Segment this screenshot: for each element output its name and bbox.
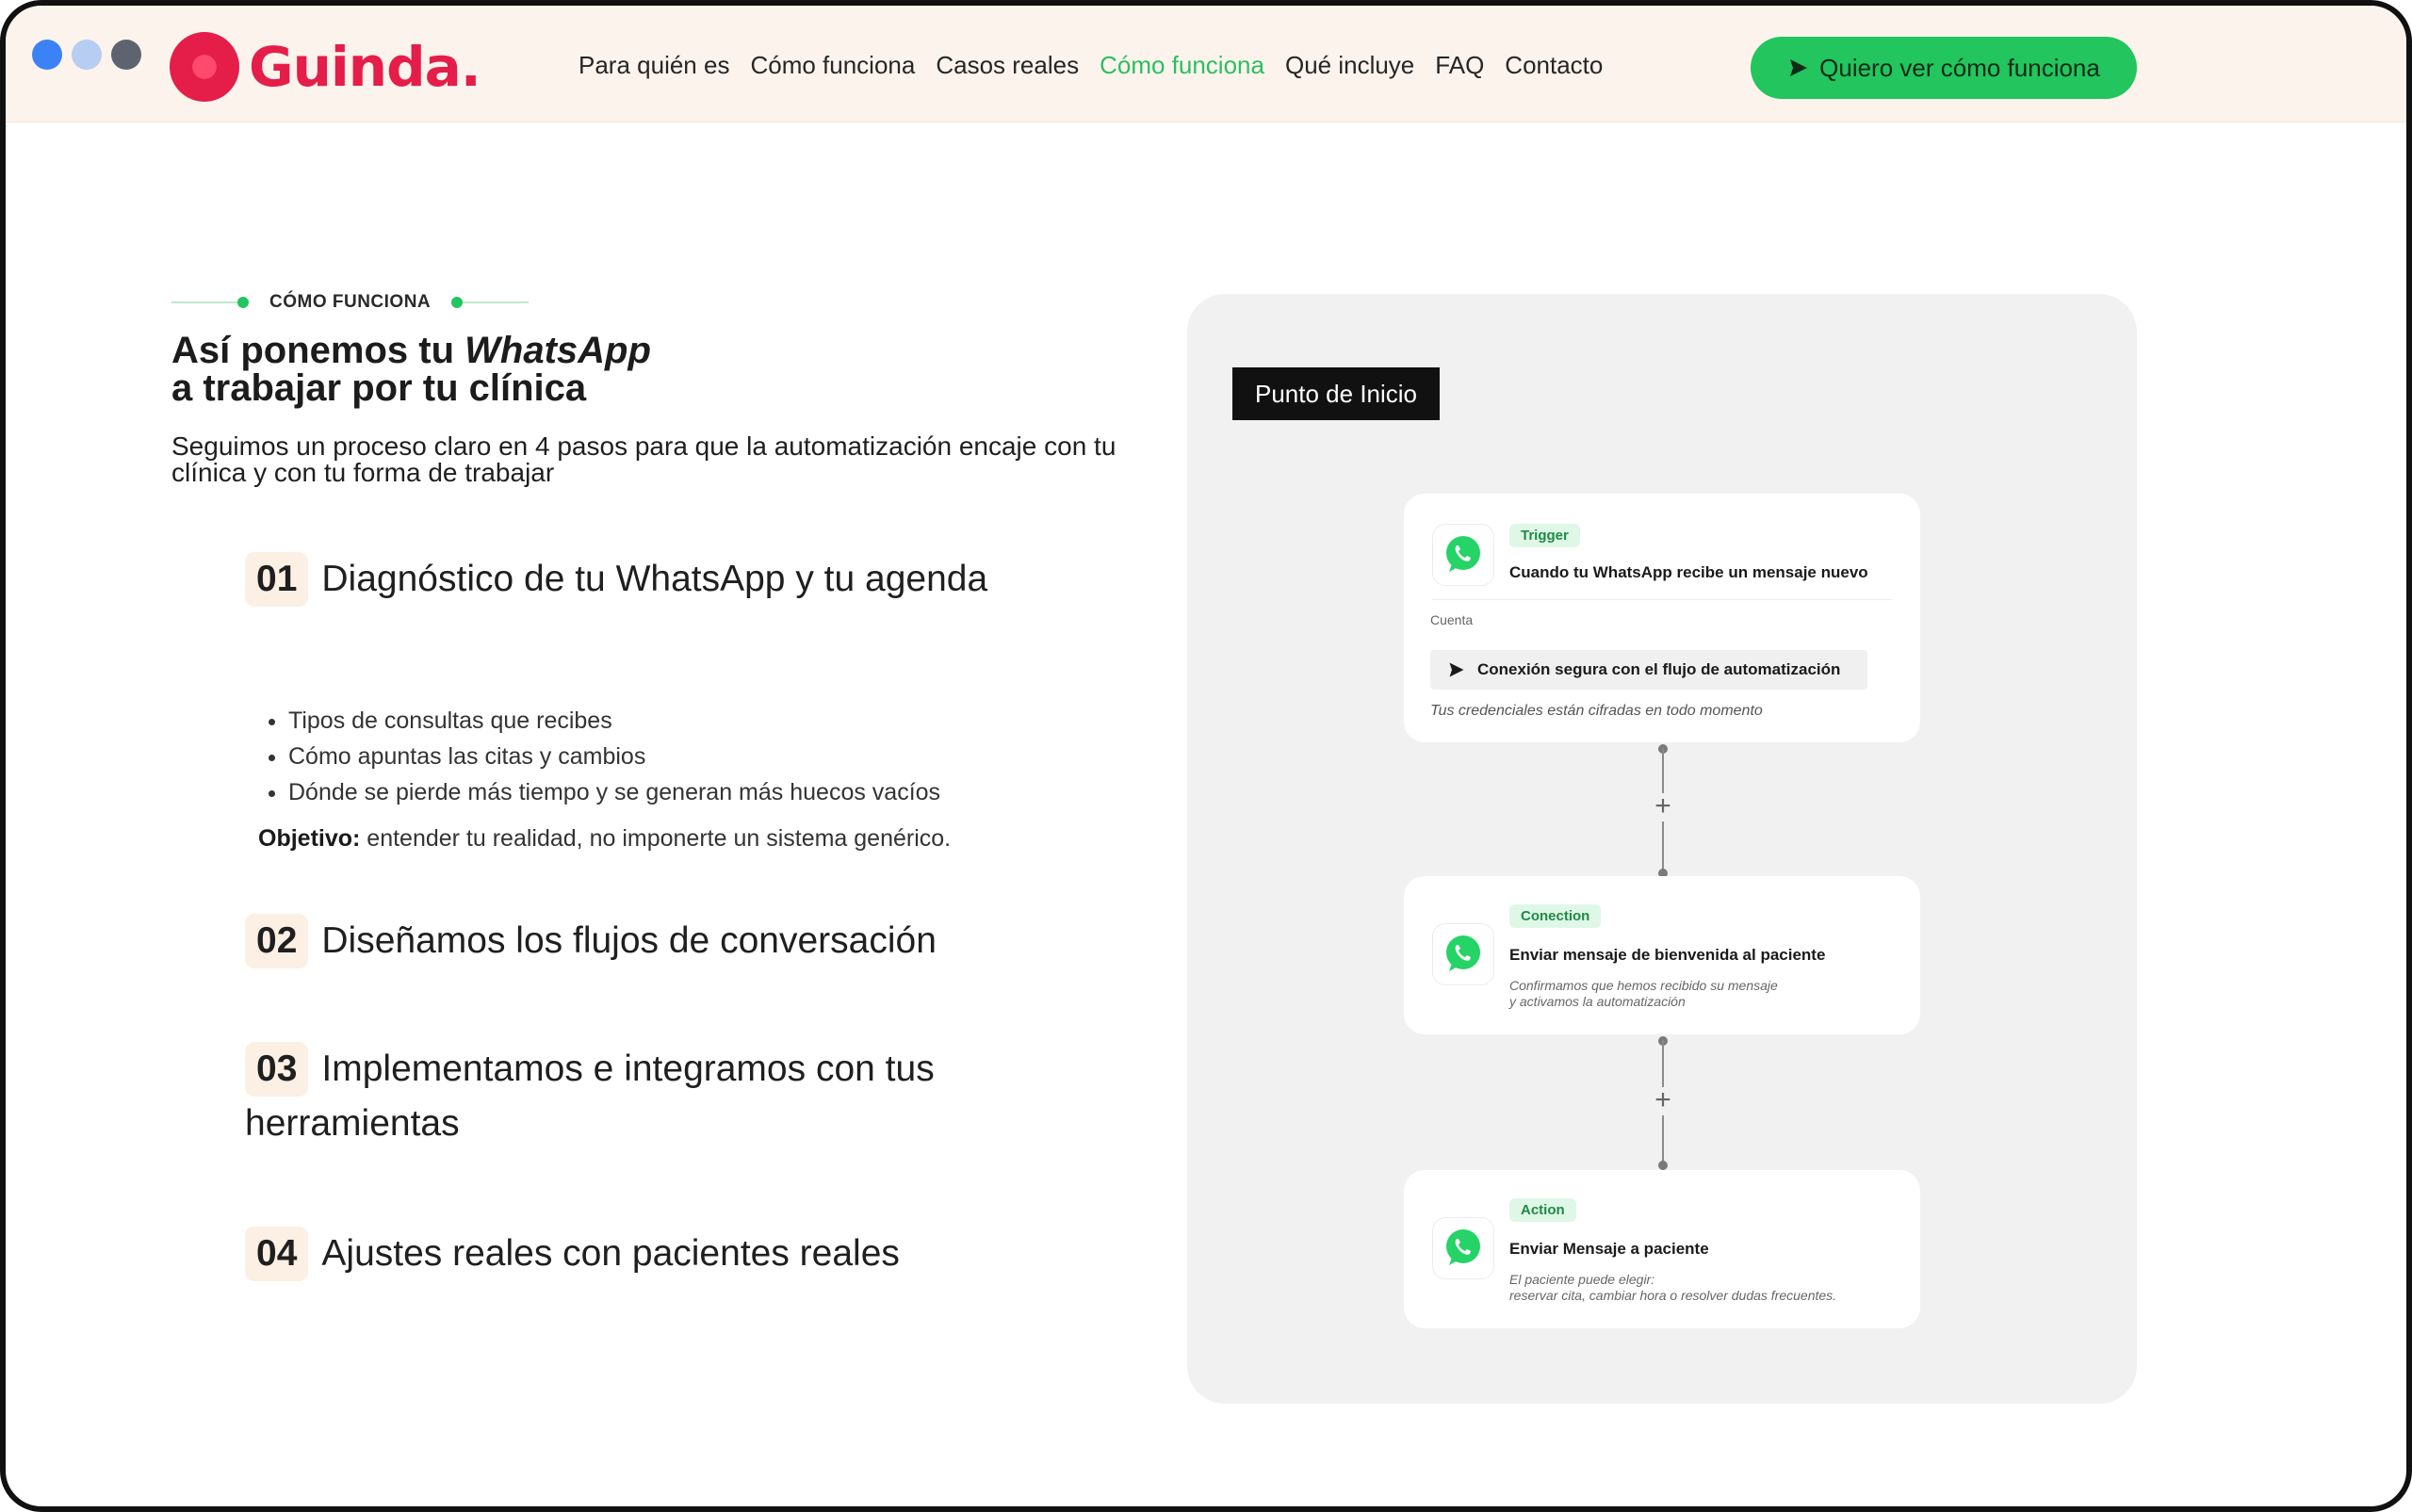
list-item: • Tipos de consultas que recibes [288, 703, 940, 739]
step-title [245, 1227, 1055, 1281]
flow-panel [1187, 294, 2137, 1404]
add-step-plus-icon[interactable]: + [1649, 793, 1677, 821]
step-01-bullets [288, 703, 940, 810]
eyebrow-line-left [171, 301, 247, 303]
window-controls [32, 40, 141, 70]
logo[interactable] [170, 32, 481, 102]
action-title: Enviar Mensaje a paciente [1509, 1240, 1709, 1258]
send-icon [1787, 57, 1810, 79]
section-title-part2: a trabajar por tu clínica [171, 367, 587, 409]
connection-field-label: Conexión segura con el flujo de automatización [1477, 660, 1841, 678]
send-icon [1447, 660, 1466, 679]
window-dot-maximize[interactable] [111, 40, 141, 70]
step-02 [245, 914, 1055, 968]
connection-title: Enviar mensaje de bienvenida al paciente [1509, 946, 1826, 964]
card-divider [1432, 599, 1892, 600]
account-label: Cuenta [1430, 612, 1474, 627]
cta-label: Quiero ver cómo funciona [1819, 53, 2100, 82]
nav-item-como-funciona[interactable]: Cómo funciona [750, 51, 916, 79]
action-desc-line1: El paciente puede elegir: [1509, 1272, 1655, 1287]
trigger-tag: Trigger [1509, 524, 1580, 547]
step-01-goal [258, 825, 951, 853]
step-04 [245, 1227, 1055, 1281]
connection-desc-line2: y activamos la automatización [1509, 994, 1686, 1009]
step-number: 04 [245, 1227, 308, 1281]
step-title-text: Ajustes reales con pacientes reales [321, 1233, 900, 1274]
connector-knob [1658, 1161, 1668, 1170]
step-03 [245, 1042, 1055, 1151]
action-card[interactable] [1404, 1170, 1920, 1328]
step-number: 01 [245, 552, 308, 607]
section-lead: Seguimos un proceso claro en 4 pasos para que la automatización encaje con tu clínica y con tu forma de trabajar [171, 431, 1116, 487]
eyebrow-line-right [453, 301, 529, 303]
action-desc-line2: reservar cita, cambiar hora o resolver dudas frecuentes. [1509, 1288, 1837, 1303]
goal-text: entender tu realidad, no imponerte un sistema genérico. [360, 825, 952, 852]
whatsapp-icon [1432, 923, 1494, 985]
site-header [6, 6, 2406, 122]
add-step-plus-icon[interactable]: + [1649, 1087, 1677, 1115]
connection-field[interactable] [1430, 650, 1867, 690]
nav-item-que-incluye[interactable]: Qué incluye [1284, 51, 1415, 79]
start-badge: Punto de Inicio [1232, 367, 1440, 420]
nav-item-contacto[interactable]: Contacto [1505, 51, 1604, 79]
step-number: 03 [245, 1042, 308, 1097]
section-title [171, 332, 651, 407]
list-item: • Cómo apuntas las citas y cambios [288, 739, 940, 774]
whatsapp-icon [1432, 1217, 1494, 1279]
main-nav [579, 51, 1603, 80]
nav-item-para-quien-es[interactable]: Para quién es [579, 51, 730, 79]
nav-item-como-funciona-active[interactable]: Cómo funciona [1100, 51, 1264, 79]
window-dot-minimize[interactable] [72, 40, 102, 70]
trigger-title: Cuando tu WhatsApp recibe un mensaje nuevo [1509, 563, 1868, 581]
section-title-part1: Así ponemos tu [171, 330, 465, 371]
section-eyebrow [171, 292, 529, 313]
credentials-note: Tus credenciales están cifradas en todo momento [1430, 703, 1763, 719]
step-title [245, 914, 1055, 968]
list-item: • Dónde se pierde más tiempo y se generan más huecos vacíos [288, 774, 940, 810]
action-tag: Action [1509, 1198, 1576, 1222]
section-title-emphasis: WhatsApp [464, 330, 651, 371]
connection-card[interactable] [1404, 876, 1920, 1034]
step-title [245, 552, 1055, 607]
connection-desc-line1: Confirmamos que hemos recibido su mensaje [1509, 978, 1778, 993]
step-title [245, 1042, 1055, 1151]
connection-tag: Conection [1509, 904, 1601, 928]
trigger-card[interactable] [1404, 494, 1920, 742]
eyebrow-text: CÓMO FUNCIONA [269, 292, 432, 312]
step-title-text: Implementamos e integramos con tus herramientas [245, 1049, 935, 1144]
logo-text: Guinda. [249, 35, 481, 99]
step-01 [245, 552, 1055, 607]
logo-mark-icon [170, 32, 239, 102]
nav-item-casos-reales[interactable]: Casos reales [936, 51, 1080, 79]
step-title-text: Diagnóstico de tu WhatsApp y tu agenda [321, 559, 988, 599]
step-number: 02 [245, 914, 308, 968]
cta-button[interactable] [1751, 37, 2137, 99]
whatsapp-icon [1432, 524, 1494, 586]
window-dot-close[interactable] [32, 40, 62, 70]
nav-item-faq[interactable]: FAQ [1435, 51, 1485, 79]
step-title-text: Diseñamos los flujos de conversación [321, 920, 937, 961]
goal-label: Objetivo: [258, 825, 361, 852]
